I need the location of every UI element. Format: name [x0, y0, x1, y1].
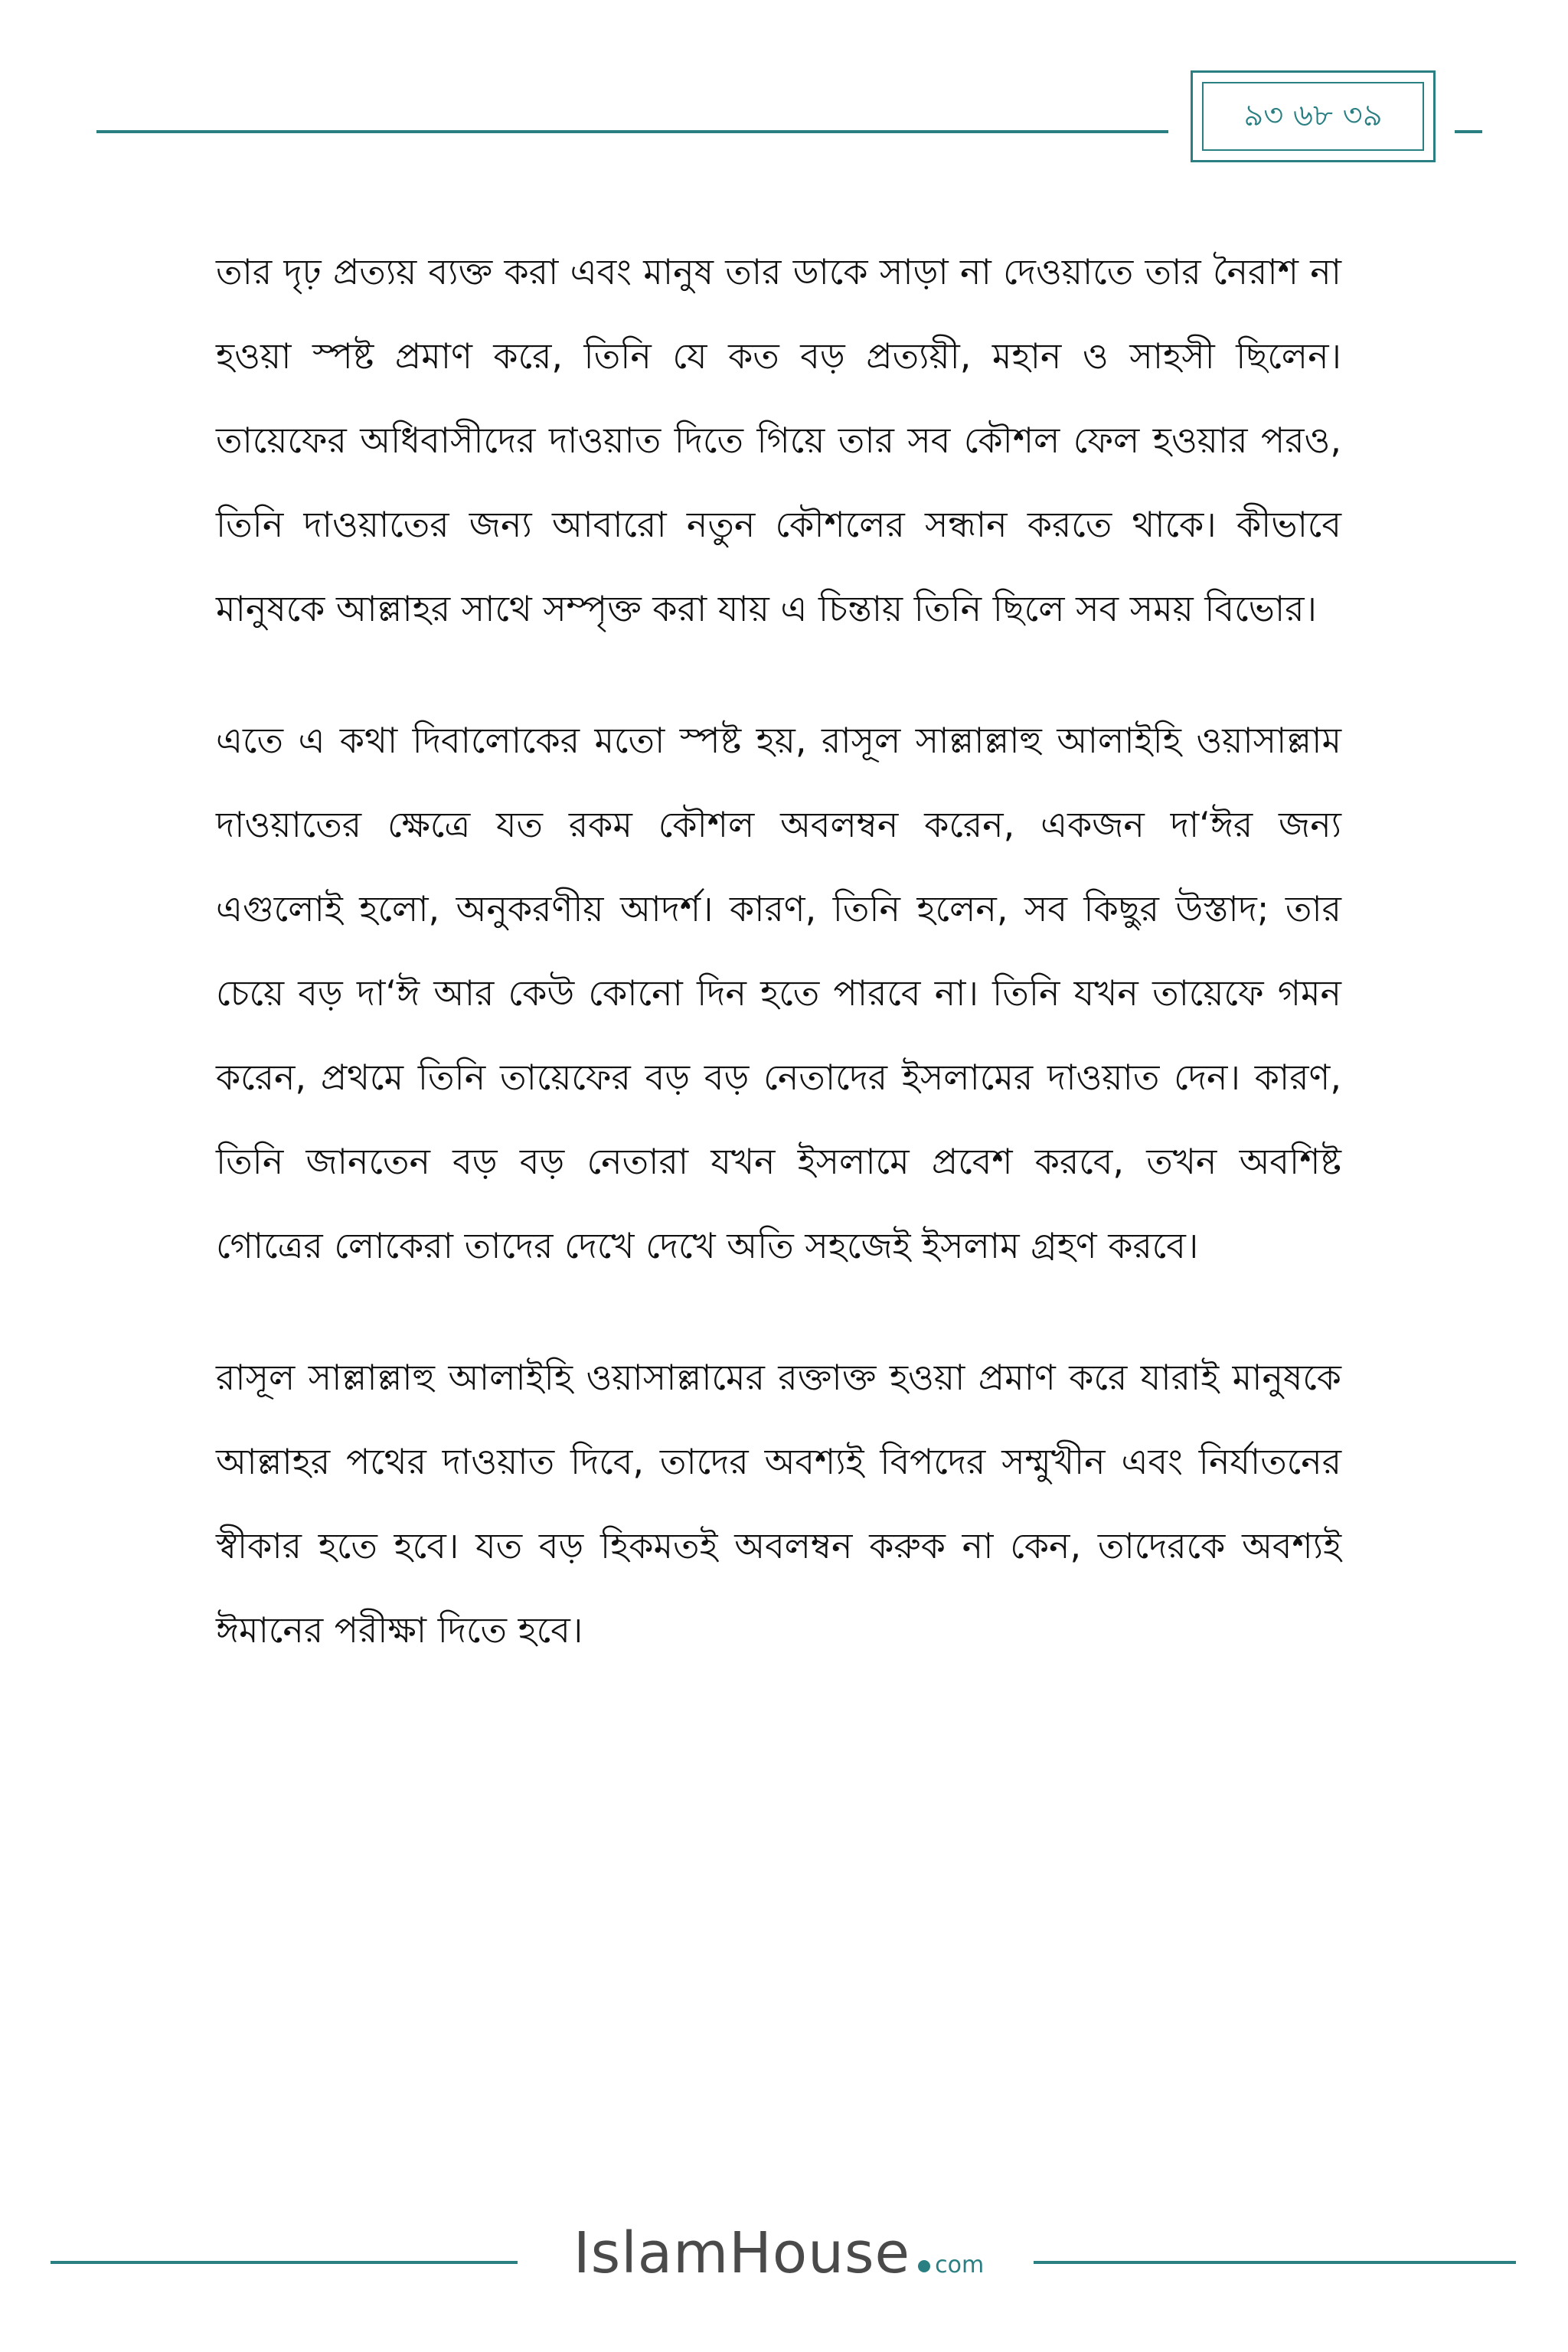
header-rule	[96, 130, 1168, 133]
paragraph-3: রাসূল সাল্লাল্লাহু আলাইহি ওয়াসাল্লামের রক্তাক্ত হওয়া প্রমাণ করে যারাই মানুষকে আল্লাহর পথের দাওয়াত দিবে, তাদের অবশ্যই বিপদের সম্মুখীন এবং নির্যাতনের স্বীকার হতে হবে। যত বড় হিকমতই অবলম্বন করুক না কেন, তাদেরকে অবশ্যই ঈমানের পরীক্ষা দিতে হবে।	[216, 1357, 1341, 1651]
islamhouse-logo	[545, 2220, 1012, 2297]
footer-rule-right	[1034, 2261, 1516, 2264]
header-rule-end	[1455, 130, 1482, 133]
logo-name: IslamHouse	[573, 2220, 911, 2286]
footer-rule-left	[51, 2261, 518, 2264]
page-number-box	[1191, 70, 1436, 162]
logo-dot-icon	[918, 2260, 930, 2272]
page-number: ৯৩ ৬৮ ৩৯	[1202, 82, 1424, 151]
page-body	[216, 230, 1341, 1720]
paragraph-2: এতে এ কথা দিবালোকের মতো স্পষ্ট হয়, রাসূল সাল্লাল্লাহু আলাইহি ওয়াসাল্লাম দাওয়াতের ক্ষেত্রে যত রকম কৌশল অবলম্বন করেন, একজন দা‘ঈর জন্য এগুলোই হলো, অনুকরণীয় আদর্শ। কারণ, তিনি হলেন, সব কিছুর উস্তাদ; তার চেয়ে বড় দা‘ঈ আর কেউ কোনো দিন হতে পারবে না। তিনি যখন তায়েফে গমন করেন, প্রথমে তিনি তায়েফের বড় বড় নেতাদের ইসলামের দাওয়াত দেন। কারণ, তিনি জানতেন বড় বড় নেতারা যখন ইসলামে প্রবেশ করবে, তখন অবশিষ্ট গোত্রের লোকেরা তাদের দেখে দেখে অতি সহজেই ইসলাম গ্রহণ করবে।	[216, 720, 1341, 1266]
paragraph-1: তার দৃঢ় প্রত্যয় ব্যক্ত করা এবং মানুষ তার ডাকে সাড়া না দেওয়াতে তার নৈরাশ না হওয়া স্পষ্ট প্রমাণ করে, তিনি যে কত বড় প্রত্যয়ী, মহান ও সাহসী ছিলেন। তায়েফের অধিবাসীদের দাওয়াত দিতে গিয়ে তার সব কৌশল ফেল হওয়ার পরও, তিনি দাওয়াতের জন্য আবারো নতুন কৌশলের সন্ধান করতে থাকে। কীভাবে মানুষকে আল্লাহর সাথে সম্পৃক্ত করা যায় এ চিন্তায় তিনি ছিলে সব সময় বিভোর।	[216, 251, 1341, 629]
logo-domain: com	[935, 2252, 985, 2278]
